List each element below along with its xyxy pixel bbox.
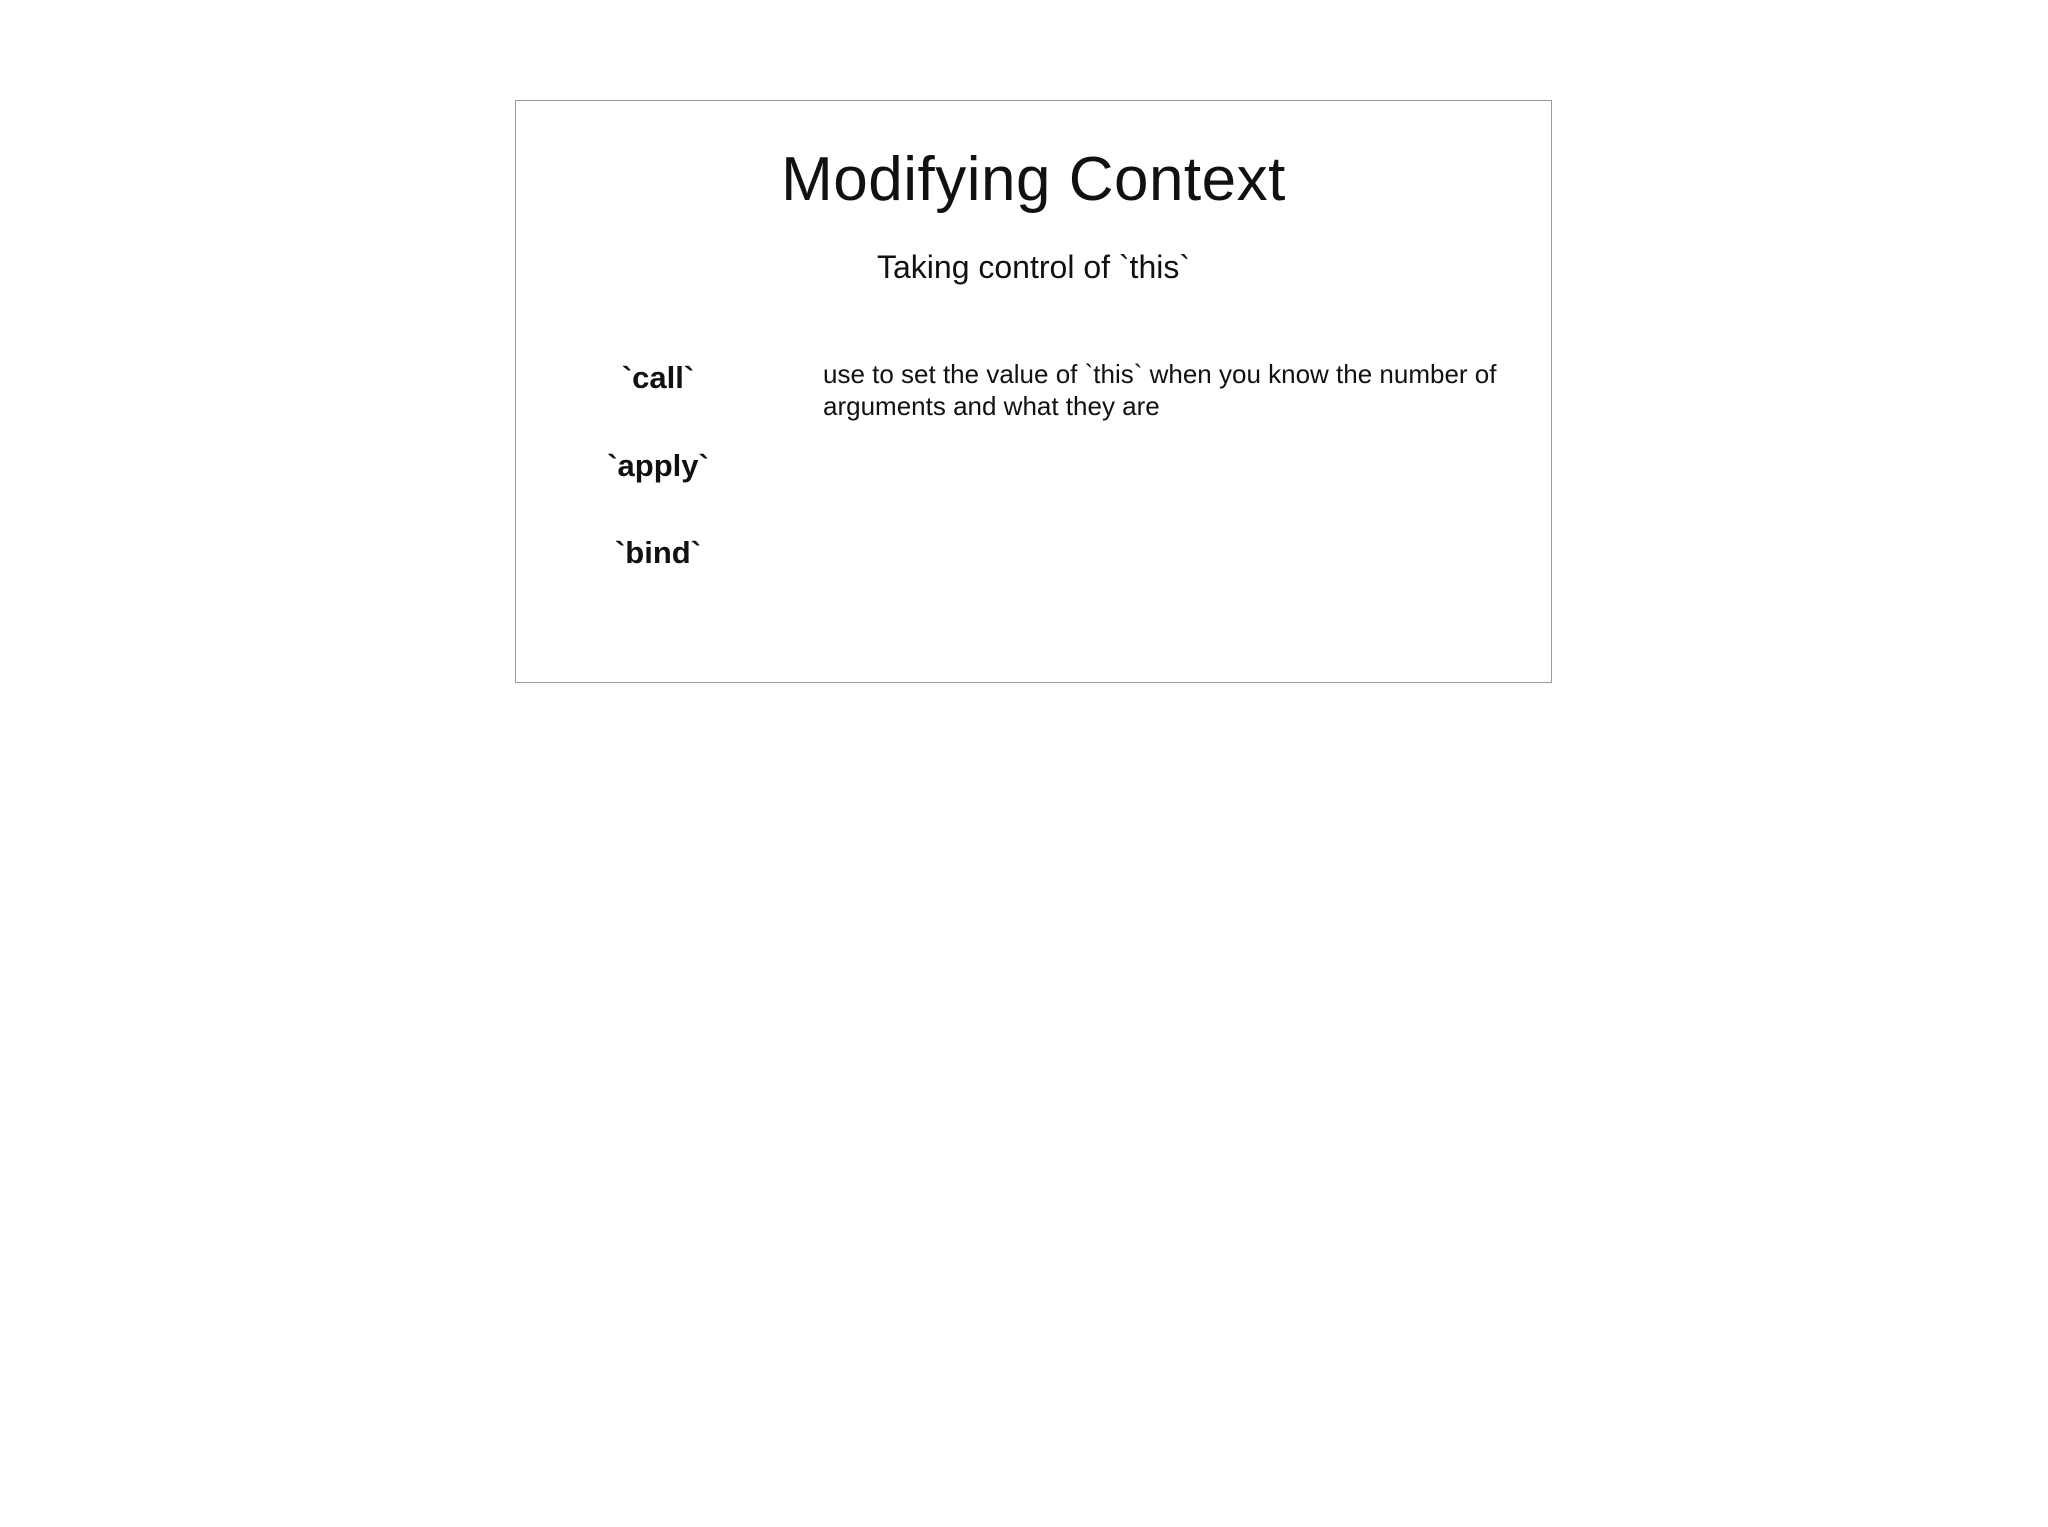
term-bind: `bind`	[614, 535, 702, 570]
term-call-description: use to set the value of `this` when you know the number of arguments and what they are	[823, 359, 1497, 421]
slide-subtitle: Taking control of `this`	[876, 249, 1190, 285]
term-call: `call`	[621, 360, 695, 395]
slide-title: Modifying Context	[781, 145, 1286, 214]
slide	[515, 100, 1552, 683]
term-apply: `apply`	[607, 448, 709, 483]
